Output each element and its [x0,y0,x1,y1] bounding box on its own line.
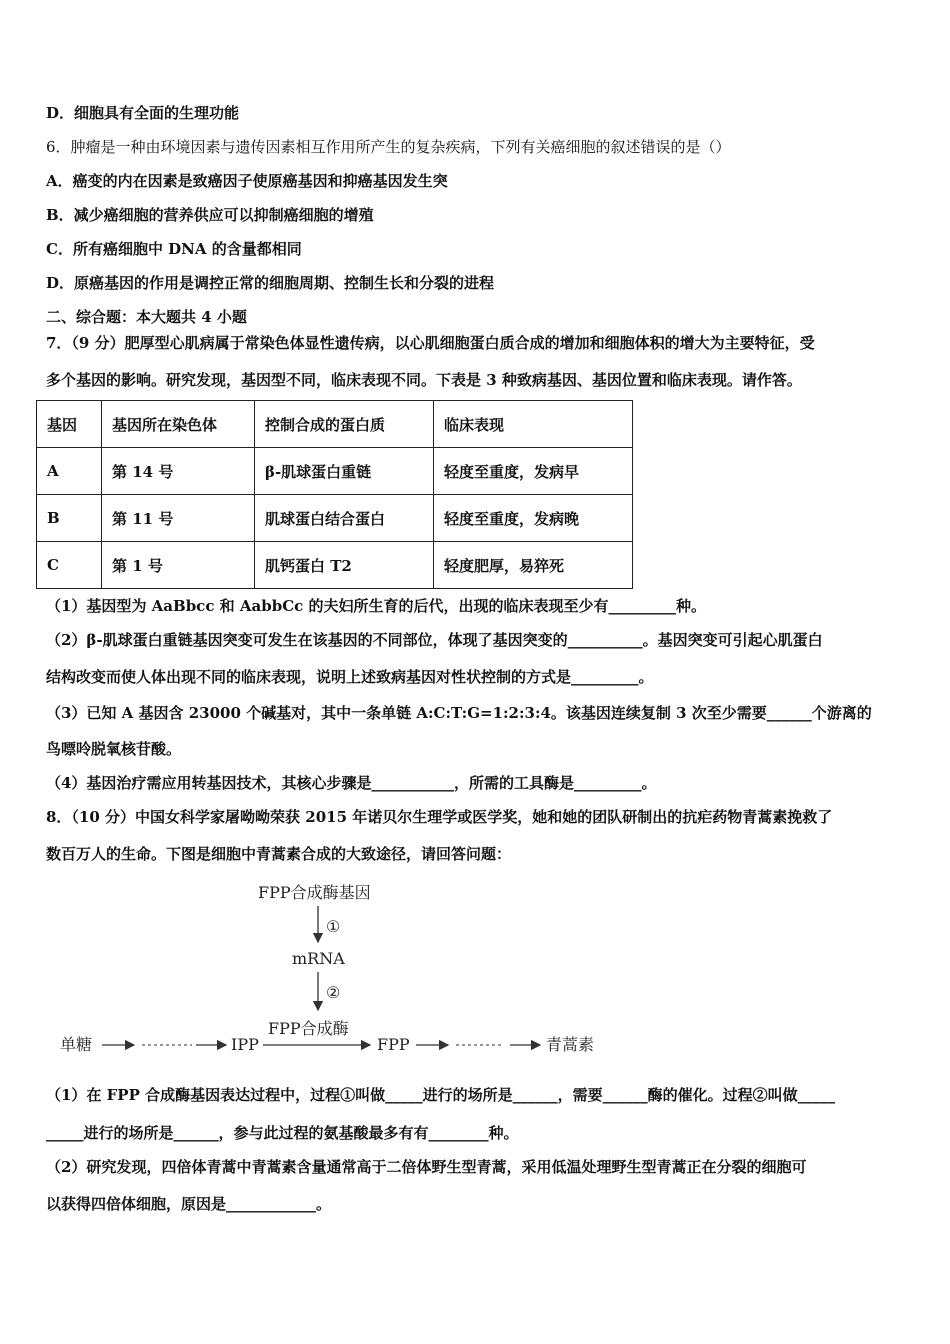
header-gene: 基因 [37,401,102,448]
q6-stem [46,136,731,157]
q8-stem-line2: 数百万人的生命。下图是细胞中青蒿素合成的大致途径，请回答问题： [46,845,512,863]
fpp-label: FPP [377,1035,410,1054]
q7-sub3-line2: 鸟嘌呤脱氧核苷酸。 [46,740,182,758]
gene-table [36,400,633,589]
cell-chromosome: 第 14 号 [102,448,255,495]
table-row [37,542,633,589]
cell-chromosome: 第 11 号 [102,495,255,542]
q7-sub3-line1: （3）已知 A 基因含 23000 个碱基对，其中一条单链 A:C:T:G=1:2:3:4。该基因连续复制 3 次至少需要______个游离的 [46,704,872,722]
step-2-label: ② [326,983,341,1002]
q6-option-d: D．原癌基因的作用是调控正常的细胞周期、控制生长和分裂的进程 [46,274,495,292]
cell-gene: A [37,448,102,495]
cell-protein: 肌球蛋白结合蛋白 [255,495,434,542]
q7-stem-line1: 7．（9 分）肥厚型心肌病属于常染色体显性遗传病，以心肌细胞蛋白质合成的增加和细胞体积的增大为主要特征，受 [46,334,815,352]
q8-stem-line1: 8．（10 分）中国女科学家屠呦呦荣获 2015 年诺贝尔生理学或医学奖，她和她的团队研制出的抗疟药物青蒿素挽救了 [46,808,833,826]
fpp-synthase-label: FPP合成酶 [268,1019,349,1038]
monosaccharide-label: 单糖 [60,1035,93,1054]
fpp-synthase-gene-label: FPP合成酶基因 [258,883,371,902]
q7-sub2-line1: （2）β-肌球蛋白重链基因突变可发生在该基因的不同部位，体现了基因突变的__________。基因突变可引起心肌蛋白 [46,631,823,649]
q6-option-c: C．所有癌细胞中 DNA 的含量都相同 [46,240,302,258]
q7-sub1: （1）基因型为 AaBbcc 和 AabbCc 的夫妇所生育的后代，出现的临床表现至少有_________种。 [46,597,707,615]
cell-clinical: 轻度肥厚，易猝死 [434,542,633,589]
q5-option-d: D．细胞具有全面的生理功能 [46,104,240,122]
q8-sub1-line2: _____进行的场所是______，参与此过程的氨基酸最多有有________种。 [46,1124,519,1142]
cell-protein: 肌钙蛋白 T2 [255,542,434,589]
q7-stem-line2: 多个基因的影响。研究发现，基因型不同，临床表现不同。下表是 3 种致病基因、基因位置和临床表现。请作答。 [46,371,802,389]
cell-clinical: 轻度至重度，发病早 [434,448,633,495]
ipp-label: IPP [231,1035,259,1054]
header-clinical: 临床表现 [434,401,633,448]
section-2-title: 二、综合题：本大题共 4 小题 [46,308,247,326]
q8-sub2-line1: （2）研究发现，四倍体青蒿中青蒿素含量通常高于二倍体野生型青蒿，采用低温处理野生型青蒿正在分裂的细胞可 [46,1158,807,1176]
table-row [37,495,633,542]
table-header-row [37,401,633,448]
cell-gene: B [37,495,102,542]
q7-sub2-line2: 结构改变而使人体出现不同的临床表现，说明上述致病基因对性状控制的方式是_________。 [46,668,654,686]
cell-gene: C [37,542,102,589]
cell-clinical: 轻度至重度，发病晚 [434,495,633,542]
q6-option-a: A．癌变的内在因素是致癌因子使原癌基因和抑癌基因发生突 [46,172,448,190]
mrna-label: mRNA [292,949,345,968]
artemisinin-label: 青蒿素 [546,1035,595,1054]
q8-sub1-line1: （1）在 FPP 合成酶基因表达过程中，过程①叫做_____进行的场所是______，需要______酶的催化。过程②叫做_____ [46,1086,836,1104]
header-protein: 控制合成的蛋白质 [255,401,434,448]
artemisinin-pathway-diagram [0,870,950,1070]
step-1-label: ① [326,917,341,936]
q6-stem-text: 6．肿瘤是一种由环境因素与遗传因素相互作用所产生的复杂疾病，下列有关癌细胞的叙述错误的是（） [46,138,731,156]
q7-sub4: （4）基因治疗需应用转基因技术，其核心步骤是___________，所需的工具酶是_________。 [46,774,657,792]
table-row [37,448,633,495]
q6-option-b: B．减少癌细胞的营养供应可以抑制癌细胞的增殖 [46,206,374,224]
cell-protein: β-肌球蛋白重链 [255,448,434,495]
q8-sub2-line2: 以获得四倍体细胞，原因是____________。 [46,1195,332,1213]
header-chromosome: 基因所在染色体 [102,401,255,448]
cell-chromosome: 第 1 号 [102,542,255,589]
